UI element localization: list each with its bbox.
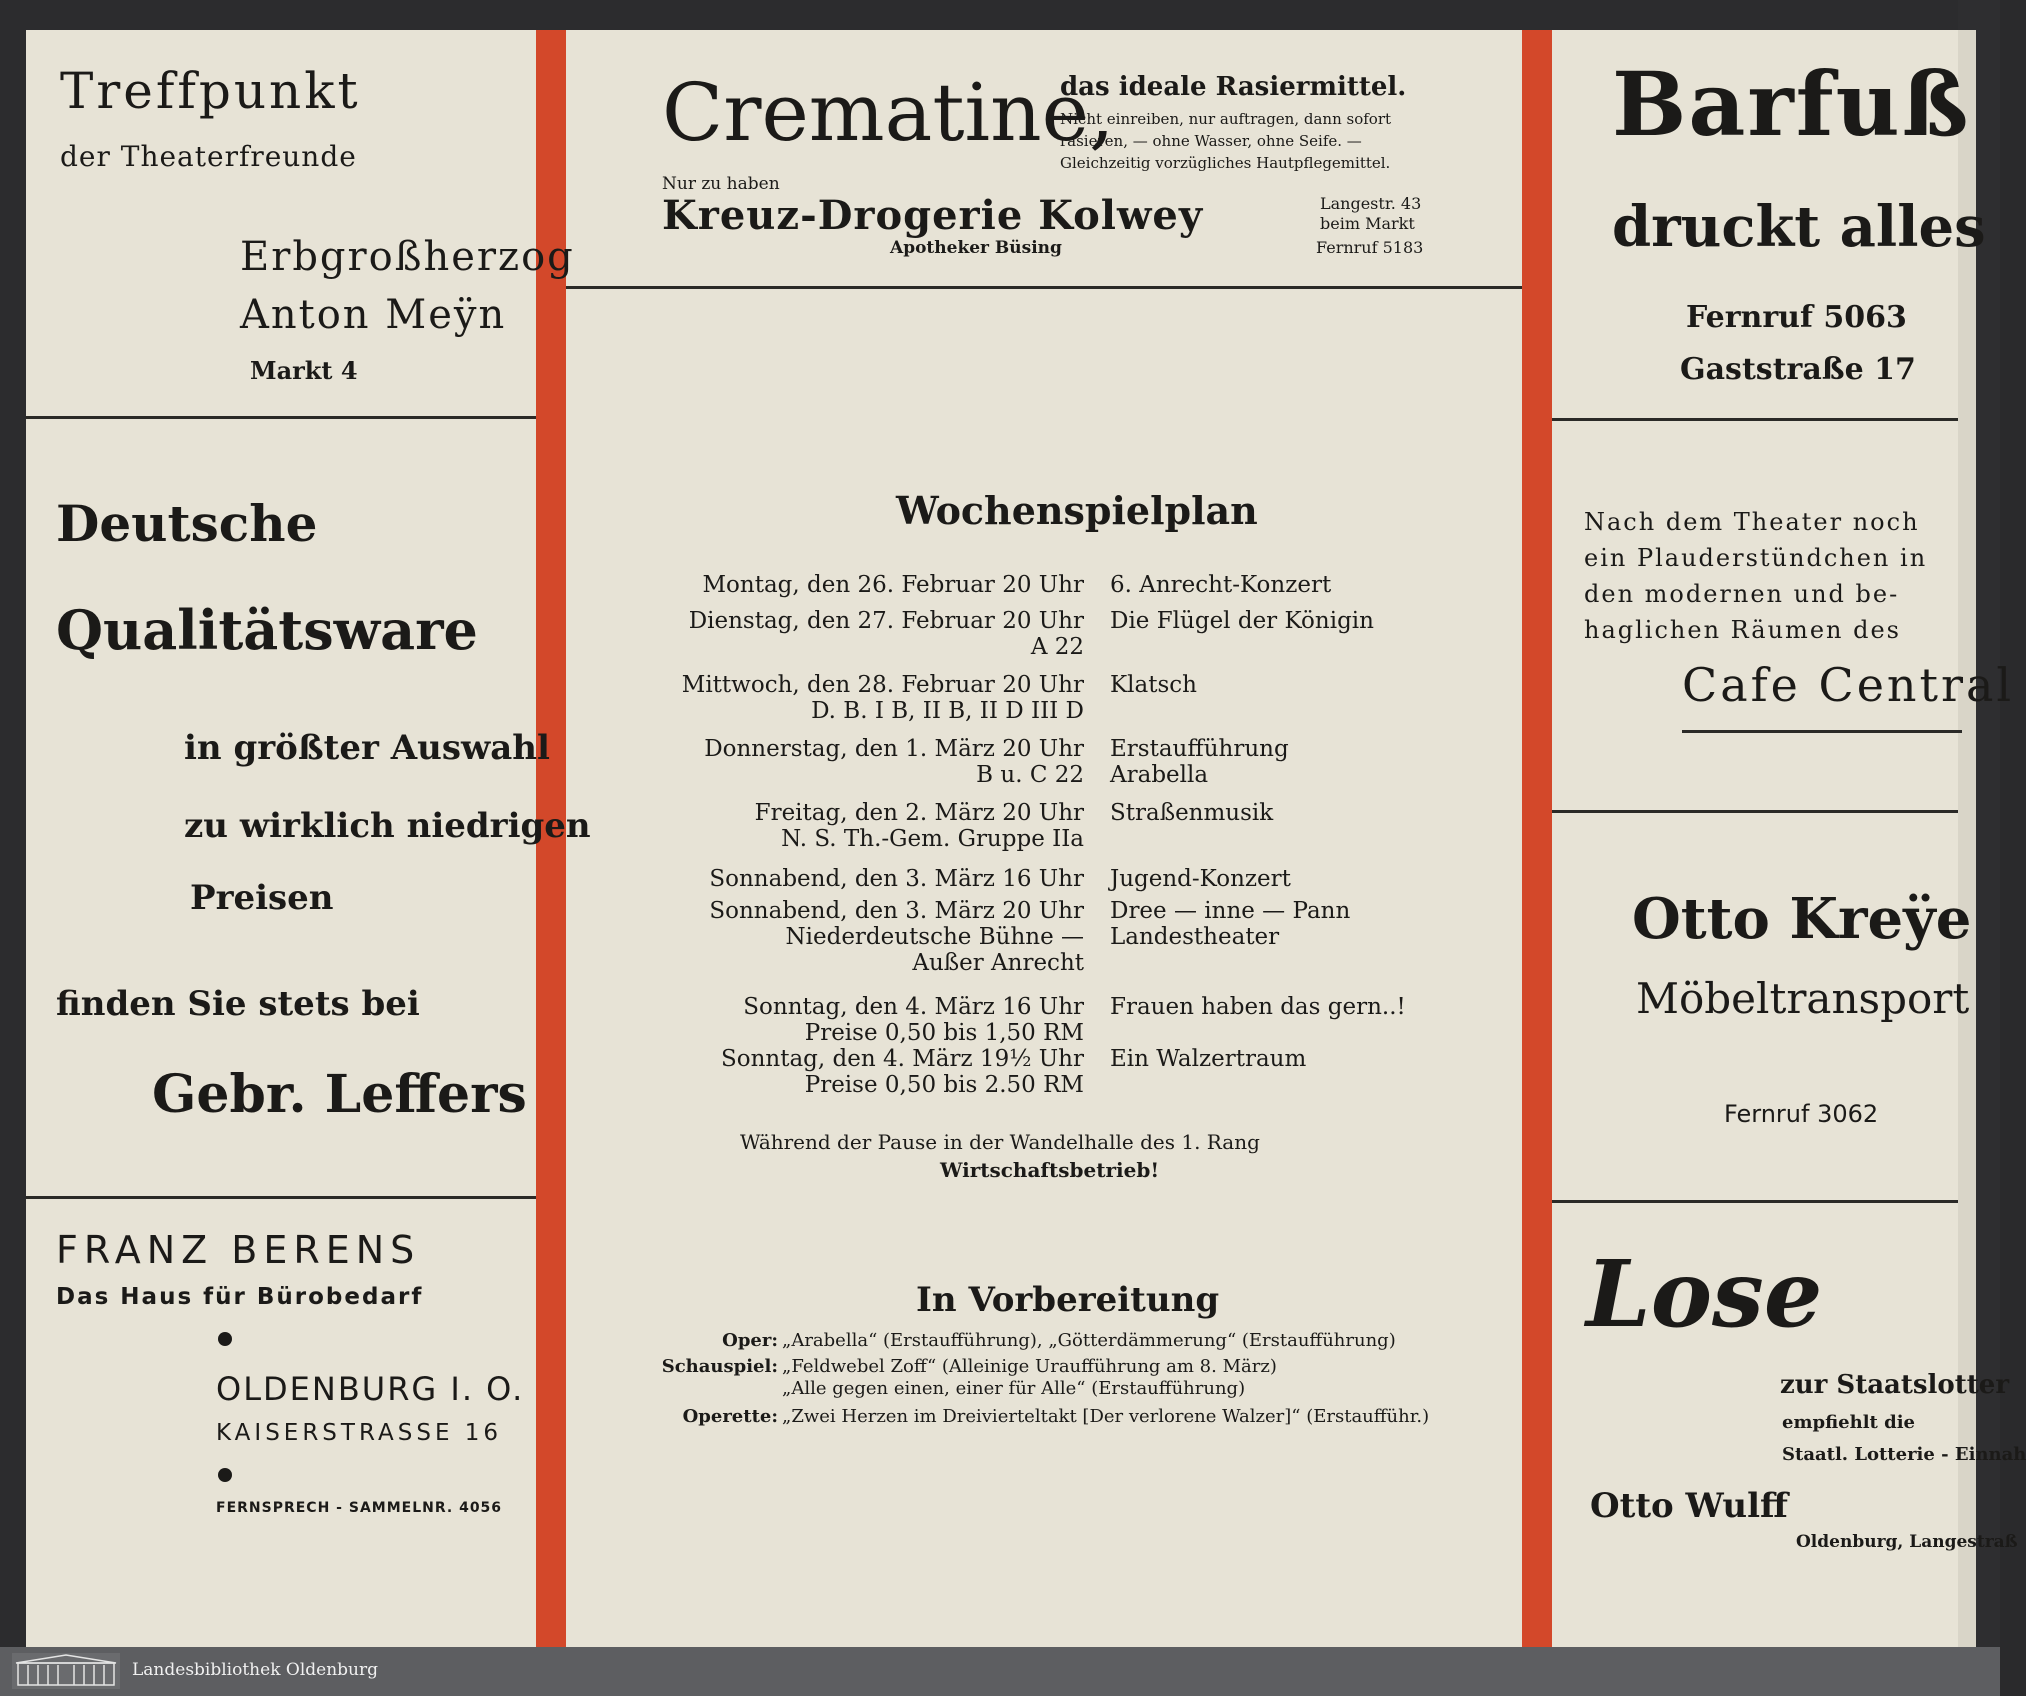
ad-phone: Fernruf 5063 [1686, 300, 1907, 335]
schedule-performance: Straßenmusik [1110, 800, 1274, 826]
preparation-text: „Zwei Herzen im Dreivierteltakt [Der verlorene Walzer]“ (Erstaufführ.) [782, 1406, 1430, 1427]
ad-address: beim Markt [1320, 214, 1415, 233]
ad-name: Barfuß [1612, 52, 1971, 156]
divider [26, 1196, 536, 1199]
ad-line: Qualitätsware [56, 598, 478, 662]
schedule-subscription: N. S. Th.-Gem. Gruppe IIa [781, 826, 1084, 852]
schedule-performance: Erstaufführung [1110, 736, 1289, 762]
ad-name: Anton Meÿn [240, 292, 507, 338]
schedule-performance: Die Flügel der Königin [1110, 608, 1374, 634]
pause-note: Während der Pause in der Wandelhalle des 1. Rang [740, 1130, 1260, 1154]
ad-line: zu wirklich niedrigen [184, 806, 591, 846]
schedule-performance: Arabella [1110, 762, 1209, 788]
schedule-subscription: Preise 0,50 bis 1,50 RM [804, 1020, 1084, 1046]
pause-note: Wirtschaftsbetrieb! [940, 1158, 1160, 1182]
ad-phone: Fernruf 5183 [1316, 238, 1424, 257]
schedule-performance: Dree — inne — Pann [1110, 898, 1351, 924]
schedule-date: Sonntag, den 4. März 19½ Uhr [721, 1046, 1084, 1072]
ad-phone: FERNSPRECH - SAMMELNR. 4056 [216, 1500, 503, 1516]
ad-desc: rasieren, — ohne Wasser, ohne Seife. — [1060, 132, 1362, 150]
schedule-date: Dienstag, den 27. Februar 20 Uhr [688, 608, 1084, 634]
ad-note: Nur zu haben [662, 174, 780, 194]
ad-name: Gebr. Leffers [152, 1064, 527, 1125]
schedule-date: Freitag, den 2. März 20 Uhr [754, 800, 1084, 826]
schedule-subscription: Preise 0,50 bis 2.50 RM [804, 1072, 1084, 1098]
preparation-title: In Vorbereitung [916, 1280, 1220, 1320]
schedule-date: Sonnabend, den 3. März 16 Uhr [709, 866, 1084, 892]
ad-name: Cafe Central [1682, 658, 2015, 712]
ad-address: Langestr. 43 [1320, 194, 1422, 213]
ad-name: Otto Kreÿe [1632, 886, 1972, 952]
schedule-performance: Jugend-Konzert [1110, 866, 1291, 892]
ad-big: Lose [1586, 1240, 1823, 1348]
ad-street: Gaststraße 17 [1680, 352, 1916, 387]
schedule-subscription: D. B. I B, II B, II D III D [811, 698, 1084, 724]
schedule-performance: Klatsch [1110, 672, 1197, 698]
ad-tagline: Das Haus für Bürobedarf [56, 1284, 424, 1310]
preparation-text: „Alle gegen einen, einer für Alle“ (Erstaufführung) [782, 1378, 1246, 1399]
schedule-date: Mittwoch, den 28. Februar 20 Uhr [681, 672, 1084, 698]
schedule-subscription: A 22 [1030, 634, 1084, 660]
ad-line: zur Staatslotter [1780, 1370, 2010, 1400]
ad-name: FRANZ BERENS [56, 1228, 421, 1272]
ad-street: KAISERSTRASSE 16 [216, 1420, 503, 1446]
ad-line: Preisen [190, 878, 334, 918]
bullet-icon [218, 1332, 232, 1346]
schedule-subscription: Außer Anrecht [912, 950, 1084, 976]
schedule-subscription: Niederdeutsche Bühne — [785, 924, 1084, 950]
ad-address: Markt 4 [250, 356, 358, 385]
ad-subtitle: der Theaterfreunde [60, 140, 357, 173]
ad-brand: Crematine, [662, 66, 1115, 159]
divider [1552, 1200, 1958, 1203]
ad-line: den modernen und be- [1584, 580, 1900, 608]
library-name: Landesbibliothek Oldenburg [132, 1660, 379, 1680]
ad-line: finden Sie stets bei [56, 984, 420, 1024]
ad-line: Nach dem Theater noch [1584, 508, 1920, 536]
ad-desc: Nicht einreiben, nur auftragen, dann sofort [1060, 110, 1392, 128]
ad-line: ein Plauderstündchen in [1584, 544, 1928, 572]
ad-city: Oldenburg, Langestraß [1796, 1532, 2018, 1552]
schedule-date: Donnerstag, den 1. März 20 Uhr [704, 736, 1084, 762]
library-building-icon [12, 1653, 120, 1689]
ad-line: haglichen Räumen des [1584, 616, 1901, 644]
schedule-performance: 6. Anrecht-Konzert [1110, 572, 1332, 598]
ad-business: Möbeltransport [1636, 974, 1970, 1023]
schedule-subscription: B u. C 22 [976, 762, 1084, 788]
ad-name: Erbgroßherzog [240, 234, 575, 280]
preparation-label: Operette: [682, 1406, 778, 1427]
ad-owner: Apotheker Büsing [890, 238, 1062, 258]
ad-line: Staatl. Lotterie - Einnah [1782, 1444, 2026, 1465]
preparation-text: „Feldwebel Zoff“ (Alleinige Uraufführung am 8. März) [782, 1356, 1277, 1377]
preparation-label: Oper: [722, 1330, 778, 1351]
preparation-text: „Arabella“ (Erstaufführung), „Götterdämmerung“ (Erstaufführung) [782, 1330, 1396, 1351]
ad-line: in größter Auswahl [184, 728, 550, 768]
ad-shop: Kreuz-Drogerie Kolwey [662, 192, 1204, 239]
schedule-date: Montag, den 26. Februar 20 Uhr [702, 572, 1084, 598]
ad-line: Deutsche [56, 494, 318, 553]
preparation-label: Schauspiel: [661, 1356, 778, 1377]
ad-line: empfiehlt die [1782, 1412, 1916, 1433]
schedule-date: Sonntag, den 4. März 16 Uhr [743, 994, 1084, 1020]
footer-bar [0, 1647, 2000, 1696]
schedule-performance: Landestheater [1110, 924, 1280, 950]
ad-city: OLDENBURG I. O. [216, 1370, 525, 1408]
schedule-title: Wochenspielplan [896, 488, 1258, 533]
ad-slogan: das ideale Rasiermittel. [1060, 72, 1407, 102]
ad-line: druckt alles [1612, 194, 1986, 260]
ad-title: Treffpunkt [60, 62, 361, 120]
ad-desc: Gleichzeitig vorzügliches Hautpflegemittel. [1060, 154, 1391, 172]
schedule-performance: Frauen haben das gern..! [1110, 994, 1406, 1020]
ad-phone: Fernruf 3062 [1724, 1100, 1879, 1128]
schedule-date: Sonnabend, den 3. März 20 Uhr [709, 898, 1084, 924]
schedule-performance: Ein Walzertraum [1110, 1046, 1307, 1072]
bullet-icon [218, 1468, 232, 1482]
ad-name: Otto Wulff [1590, 1486, 1788, 1526]
